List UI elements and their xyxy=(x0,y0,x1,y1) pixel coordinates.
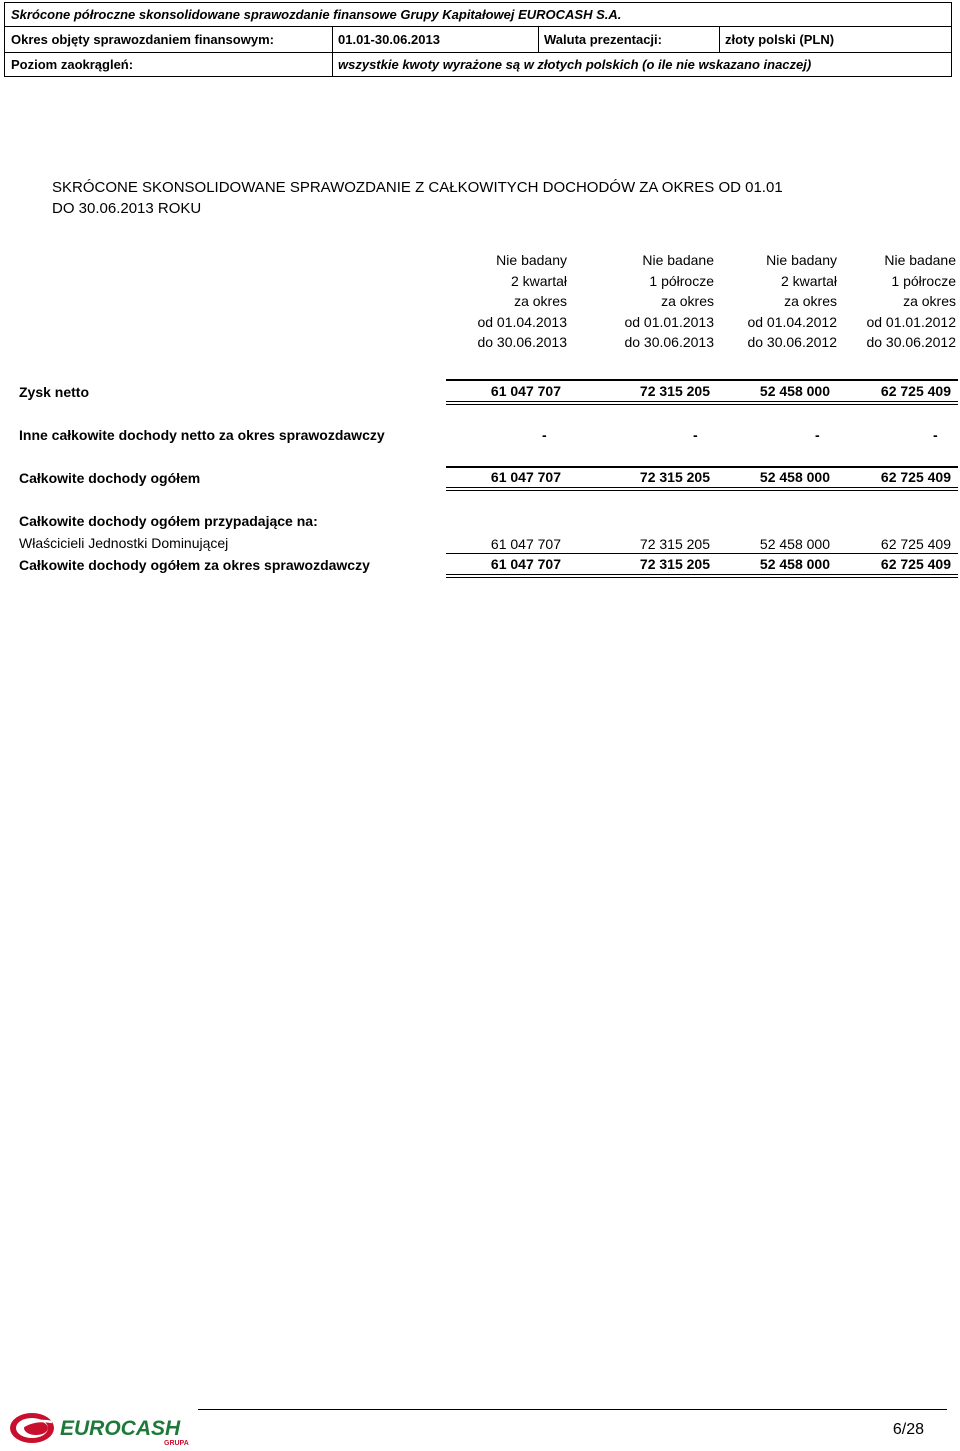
column-header-3 xyxy=(707,250,837,353)
document-title: Skrócone półroczne skonsolidowane sprawozdanie finansowe Grupy Kapitałowej EUROCASH S.A. xyxy=(11,7,622,22)
net-profit-value-2: 72 315 205 xyxy=(639,383,710,399)
currency-label: Waluta prezentacji: xyxy=(544,32,662,47)
net-profit-value-1: 61 047 707 xyxy=(490,383,561,399)
column-header-line: do 30.06.2012 xyxy=(866,334,956,350)
header-title-row xyxy=(5,3,951,27)
total-income-value-2: 72 315 205 xyxy=(639,469,710,485)
statement-title xyxy=(52,177,912,219)
column-header-line: do 30.06.2013 xyxy=(477,334,567,350)
page-number: 6/28 xyxy=(892,1421,924,1438)
net-profit-value-3: 52 458 000 xyxy=(759,383,830,399)
total-income-top-rule xyxy=(446,466,958,468)
other-income-value-1: - xyxy=(542,427,547,443)
rounding-value: wszystkie kwoty wyrażone są w złotych polskich (o ile nie wskazano inaczej) xyxy=(338,57,812,72)
column-header-2 xyxy=(584,250,714,353)
column-header-line: od 01.04.2012 xyxy=(747,313,837,330)
net-profit-value-4: 62 725 409 xyxy=(880,383,951,399)
column-header-line: Nie badane xyxy=(642,252,714,268)
column-header-line: za okres xyxy=(661,293,714,309)
column-header-line: za okres xyxy=(514,293,567,309)
total-period-value-2: 72 315 205 xyxy=(639,556,710,572)
parent-owners-value-4: 62 725 409 xyxy=(880,536,951,552)
row-label-net-profit: Zysk netto xyxy=(19,384,90,400)
total-income-bottom-rule xyxy=(446,487,958,488)
total-period-value-1: 61 047 707 xyxy=(490,556,561,572)
total-period-value-3: 52 458 000 xyxy=(759,556,830,572)
row-label-total-income: Całkowite dochody ogółem xyxy=(19,470,201,486)
column-header-line: Nie badany xyxy=(496,252,567,268)
column-header-4 xyxy=(826,250,956,353)
rounding-label: Poziom zaokrągleń: xyxy=(11,57,134,72)
parent-owners-value-3: 52 458 000 xyxy=(759,536,830,552)
total-income-value-4: 62 725 409 xyxy=(880,469,951,485)
currency-value: złoty polski (PLN) xyxy=(725,32,835,47)
parent-owners-value-2: 72 315 205 xyxy=(639,536,710,552)
row-label-total-period: Całkowite dochody ogółem za okres sprawozdawczy xyxy=(19,557,370,573)
column-header-line: od 01.04.2013 xyxy=(477,313,567,330)
column-header-line: od 01.01.2013 xyxy=(624,313,714,330)
net-profit-bottom-rule xyxy=(446,401,958,402)
column-header-line: 2 kwartał xyxy=(510,272,567,289)
logo-sub: GRUPA xyxy=(164,1440,189,1447)
net-profit-top-rule xyxy=(446,379,958,381)
header-period-row xyxy=(5,27,951,53)
document-header xyxy=(4,2,952,77)
period-label: Okres objęty sprawozdaniem finansowym: xyxy=(11,32,274,47)
statement-title-line1: SKRÓCONE SKONSOLIDOWANE SPRAWOZDANIE Z CAŁKOWITYCH DOCHODÓW ZA OKRES OD 01.01 xyxy=(52,179,783,196)
column-header-line: do 30.06.2012 xyxy=(747,334,837,350)
net-profit-bottom-rule-2 xyxy=(446,404,958,405)
total-income-value-1: 61 047 707 xyxy=(490,469,561,485)
column-header-line: za okres xyxy=(784,293,837,309)
footer-rule xyxy=(198,1409,947,1410)
parent-owners-bottom-rule xyxy=(446,553,958,554)
column-header-line: 1 półrocze xyxy=(649,272,714,289)
logo-wordmark: EUROCASH xyxy=(60,1417,181,1440)
total-income-bottom-rule-2 xyxy=(446,490,958,491)
total-period-bottom-rule-2 xyxy=(446,577,958,578)
row-label-other-income: Inne całkowite dochody netto za okres sprawozdawczy xyxy=(19,427,385,443)
row-label-parent-owners: Właścicieli Jednostki Dominującej xyxy=(19,535,229,551)
column-header-line: 2 kwartał xyxy=(780,272,837,289)
column-header-1 xyxy=(437,250,567,353)
column-header-line: do 30.06.2013 xyxy=(624,334,714,350)
total-period-bottom-rule xyxy=(446,574,958,575)
row-label-attributable-header: Całkowite dochody ogółem przypadające na: xyxy=(19,513,318,529)
other-income-value-2: - xyxy=(693,427,698,443)
other-income-value-3: - xyxy=(815,427,820,443)
eurocash-logo-icon xyxy=(8,1408,208,1448)
header-rounding-row xyxy=(5,53,951,76)
total-income-value-3: 52 458 000 xyxy=(759,469,830,485)
parent-owners-value-1: 61 047 707 xyxy=(490,536,561,552)
statement-title-line2: DO 30.06.2013 ROKU xyxy=(52,200,202,217)
column-header-line: od 01.01.2012 xyxy=(866,313,956,330)
period-value: 01.01-30.06.2013 xyxy=(338,32,440,47)
column-header-line: Nie badane xyxy=(884,252,956,268)
eurocash-logo xyxy=(8,1408,208,1448)
column-header-line: za okres xyxy=(903,293,956,309)
column-header-line: 1 półrocze xyxy=(891,272,956,289)
column-header-line: Nie badany xyxy=(766,252,837,268)
total-period-value-4: 62 725 409 xyxy=(880,556,951,572)
other-income-value-4: - xyxy=(933,427,938,443)
